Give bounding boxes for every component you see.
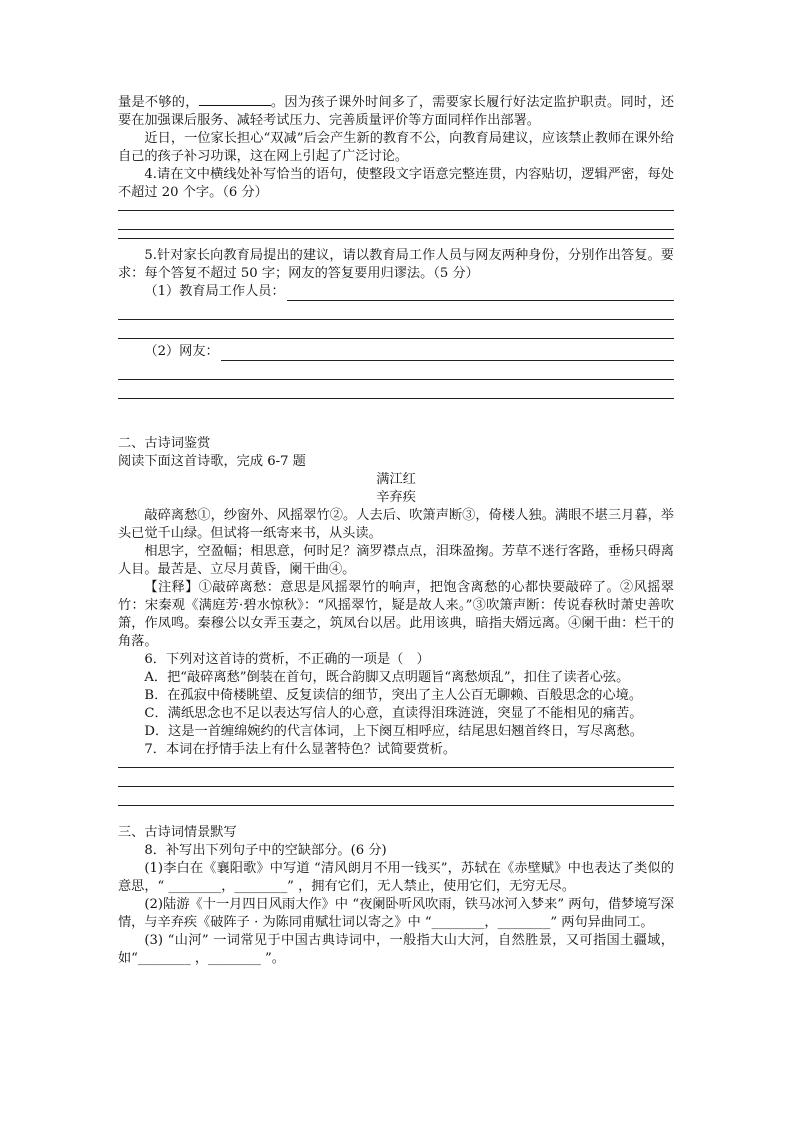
q8-item-2[interactable]: (2)陆游《十一月四日风雨大作》中 “夜阑卧听风吹雨，铁马冰河入梦来” 两句，借梦境写深情，与辛弃疾《破阵子 · 为陈同甫赋壮词以寄之》中 “________，________” 两句异曲同工。 — [118, 897, 674, 930]
question-5: 5.针对家长向教育局提出的建议，请以教育局工作人员与网友两种身份，分别作出答复。要求：每个答复不超过 50 字；网友的答复要用归谬法。（5 分） — [118, 248, 674, 281]
section2-heading: 二、古诗词鉴赏 — [118, 436, 211, 451]
q5-sub2-row — [118, 343, 674, 361]
question-6: 6．下列对这首诗的赏析，不正确的一项是（ ） — [144, 652, 430, 667]
answer-blank[interactable] — [199, 92, 271, 106]
poem-stanza-1: 敲碎离愁①，纱窗外、风摇翠竹②。人去后、吹箫声断③，倚楼人独。满眼不堪三月暮，举头已觉千山绿。但试将一纸寄来书，从头读。 — [118, 508, 674, 541]
passage-text: 量是不够的， — [118, 95, 199, 110]
option-c[interactable]: C．满纸思念也不足以表达写信人的心意，直读得泪珠涟涟，突显了不能相见的痛苦。 — [144, 706, 643, 721]
q8-item-1[interactable]: (1)李白在《襄阳歌》中写道 “清风朗月不用一钱买”，苏轼在《赤壁赋》中也表达了类似的意思，“ ________，________” ，拥有它们，无人禁止，使用它们，无穷无尽。 — [118, 861, 674, 894]
q5-sub2-label: （2）网友： — [144, 344, 219, 359]
option-a[interactable]: A．把“敲碎离愁”倒装在首句，既合韵脚又点明题旨“离愁烦乱”，扣住了读者心弦。 — [144, 670, 630, 685]
answer-line[interactable] — [221, 346, 674, 361]
question-8: 8．补写出下列句子中的空缺部分。(6 分) — [144, 843, 387, 858]
passage-para2: 近日，一位家长担心“双减”后会产生新的教育不公，向教育局建议，应该禁止教师在课外给自己的孩子补习功课，这在网上引起了广泛讨论。 — [118, 131, 674, 164]
poem-author: 辛弃疾 — [376, 490, 416, 505]
question-7: 7．本词在抒情手法上有什么显著特色？试简要赏析。 — [144, 742, 457, 757]
option-d[interactable]: D．这是一首缠绵婉约的代言体词，上下阕互相呼应，结尾思妇翘首终日，写尽离愁。 — [144, 724, 643, 739]
q8-item-3[interactable]: (3) “山河” 一词常见于中国古典诗词中，一般指大山大河，自然胜景，又可指国土疆域，如“________ ，________ ”。 — [118, 933, 674, 966]
question-4: 4.请在文中横线处补写恰当的语句，使整段文字语意完整连贯，内容贴切，逻辑严密，每处不超过 20 个字。（6 分） — [118, 167, 674, 200]
q5-sub1-row — [118, 283, 674, 301]
poem-notes: 【注释】①敲碎离愁：意思是风摇翠竹的响声，把饱含离愁的心都快要敲碎了。②风摇翠竹：宋秦观《满庭芳·碧水惊秋》：“风摇翠竹，疑是故人来。”③吹箫声断：传说春秋时萧史善吹箫，作凤鸣。秦穆公以女弄玉妻之，筑凤台以居。此用该典，暗指夫婿远离。④阑干曲：栏干的角落。 — [118, 580, 674, 649]
poem-title: 满江红 — [376, 472, 416, 487]
section3-heading: 三、古诗词情景默写 — [118, 825, 237, 840]
passage-line1 — [118, 92, 674, 130]
answer-line[interactable] — [287, 286, 674, 301]
section2-instruction: 阅读下面这首诗歌，完成 6-7 题 — [118, 454, 306, 469]
poem-stanza-2: 相思字，空盈幅；相思意，何时足？滴罗襟点点，泪珠盈掬。芳草不迷行客路，垂杨只碍离人目。最苦是、立尽月黄昏，阑干曲④。 — [118, 544, 674, 577]
option-b[interactable]: B．在孤寂中倚楼眺望、反复读信的细节，突出了主人公百无聊赖、百般思念的心境。 — [144, 688, 643, 703]
document-page — [118, 92, 674, 968]
q5-sub1-label: （1）教育局工作人员： — [144, 284, 285, 299]
passage-text: 。因为孩子课外时间多了，需要家长履行好法定监护职责。同时，还要在加强课后服务、减轻考试压力、完善质量评价等方面同样作出部署。 — [118, 95, 675, 128]
